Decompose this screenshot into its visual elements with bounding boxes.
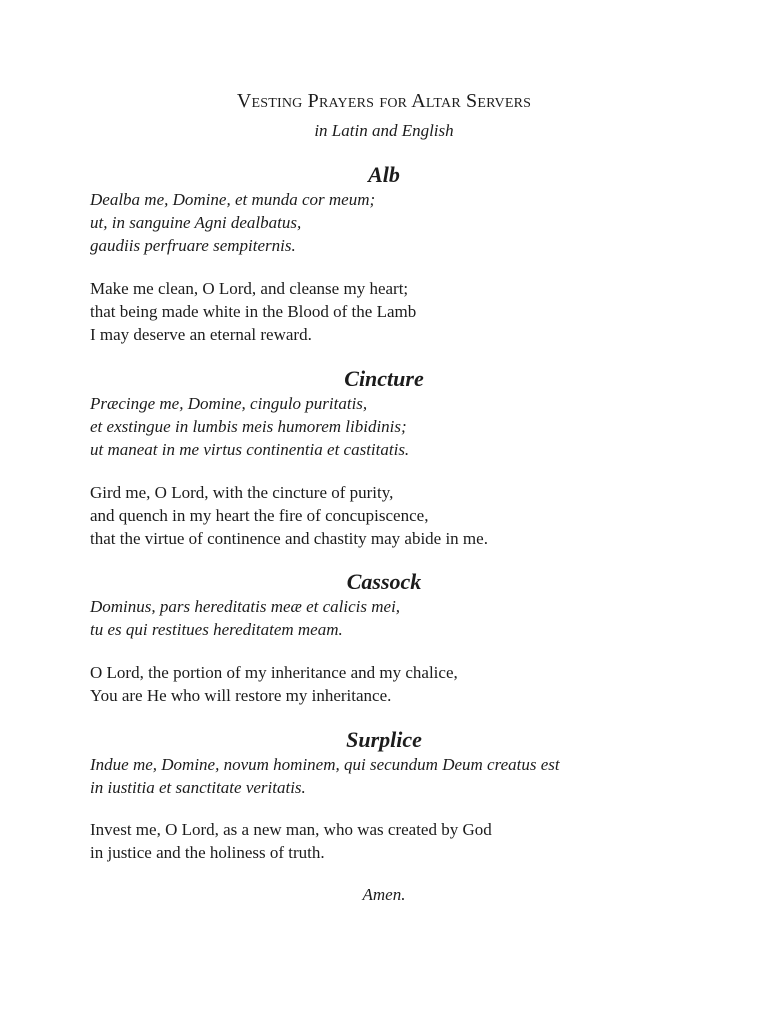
latin-line: tu es qui restitues hereditatem meam.	[90, 620, 343, 639]
latin-line: gaudiis perfruare sempiternis.	[90, 236, 296, 255]
latin-prayer-alb	[90, 188, 690, 257]
latin-prayer-cincture	[90, 392, 690, 461]
english-prayer-cincture	[90, 481, 690, 550]
document-title: Vesting Prayers for Altar Servers	[236, 90, 532, 112]
latin-prayer-surplice	[90, 753, 690, 799]
english-prayer-surplice	[90, 818, 690, 864]
latin-line: ut maneat in me virtus continentia et castitatis.	[90, 440, 410, 459]
english-line: Gird me, O Lord, with the cincture of purity,	[90, 483, 394, 502]
document-subtitle: in Latin and English	[314, 121, 454, 140]
english-line: and quench in my heart the fire of concupiscence,	[90, 506, 429, 525]
english-prayer-cassock	[90, 661, 690, 707]
latin-prayer-cassock	[90, 595, 690, 641]
latin-line: Dominus, pars hereditatis meæ et calicis mei,	[90, 597, 401, 616]
latin-line: Dealba me, Domine, et munda cor meum;	[90, 190, 376, 209]
english-line: O Lord, the portion of my inheritance and my chalice,	[90, 663, 458, 682]
latin-line: et exstingue in lumbis meis humorem libidinis;	[90, 417, 407, 436]
section-heading-cassock: Cassock	[346, 569, 422, 594]
section-heading-alb: Alb	[368, 162, 400, 187]
english-line: I may deserve an eternal reward.	[90, 325, 312, 344]
latin-line: Indue me, Domine, novum hominem, qui secundum Deum creatus est	[90, 755, 560, 774]
english-line: Make me clean, O Lord, and cleanse my heart;	[90, 279, 409, 298]
english-line: Invest me, O Lord, as a new man, who was created by God	[90, 820, 492, 839]
english-line: that the virtue of continence and chastity may abide in me.	[90, 529, 488, 548]
latin-line: ut, in sanguine Agni dealbatus,	[90, 213, 302, 232]
english-line: that being made white in the Blood of the Lamb	[90, 302, 417, 321]
section-heading-surplice: Surplice	[346, 727, 422, 752]
english-prayer-alb	[90, 277, 690, 346]
latin-line: Præcinge me, Domine, cingulo puritatis,	[90, 394, 368, 413]
latin-line: in iustitia et sanctitate veritatis.	[90, 778, 306, 797]
closing-amen: Amen.	[362, 885, 406, 904]
english-line: in justice and the holiness of truth.	[90, 843, 325, 862]
section-heading-cincture: Cincture	[344, 366, 424, 391]
english-line: You are He who will restore my inheritance.	[90, 686, 392, 705]
